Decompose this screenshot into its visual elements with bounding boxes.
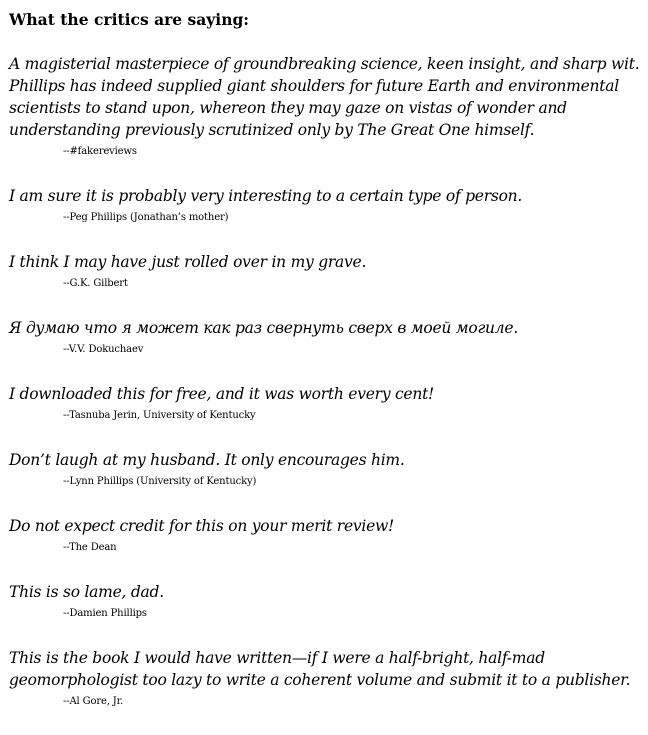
quote-line: understanding previously scrutinized only by The Great One himself.	[9, 121, 535, 139]
review-quote	[9, 185, 645, 207]
review-6	[9, 449, 645, 493]
review-1	[9, 53, 645, 163]
review-quote	[9, 317, 645, 339]
review-attribution: --G.K. Gilbert	[63, 278, 128, 289]
review-3	[9, 251, 645, 295]
quote-line: Phillips has indeed supplied giant shoulders for future Earth and environmental	[9, 77, 619, 95]
review-attribution: --The Dean	[63, 542, 117, 553]
review-4	[9, 317, 645, 361]
quote-line: I downloaded this for free, and it was worth every cent!	[9, 385, 435, 403]
review-attribution: --Al Gore, Jr.	[63, 696, 124, 707]
review-attribution: --Tasnuba Jerin, University of Kentucky	[63, 410, 256, 421]
quote-line: Я думаю что я может как раз свернуть сверх в моей могиле.	[9, 319, 518, 337]
review-2	[9, 185, 645, 229]
review-attribution: --V.V. Dokuchaev	[63, 344, 144, 355]
quote-line: I am sure it is probably very interesting to a certain type of person.	[9, 187, 523, 205]
review-8	[9, 581, 645, 625]
quote-line: I think I may have just rolled over in my grave.	[9, 253, 367, 271]
page-heading: What the critics are saying:	[9, 10, 250, 29]
review-attribution: --Lynn Phillips (University of Kentucky)	[63, 476, 257, 487]
quote-line: geomorphologist too lazy to write a coherent volume and submit it to a publisher.	[9, 671, 631, 689]
review-quote	[9, 53, 645, 141]
review-9	[9, 647, 645, 713]
review-quote	[9, 647, 645, 691]
review-attribution: --Damien Phillips	[63, 608, 147, 619]
document-page	[9, 9, 645, 735]
review-quote	[9, 515, 645, 537]
review-quote	[9, 251, 645, 273]
review-quote	[9, 383, 645, 405]
quote-line: scientists to stand upon, whereon they may gaze on vistas of wonder and	[9, 99, 567, 117]
review-attribution: --#fakereviews	[63, 146, 137, 157]
quote-line: A magisterial masterpiece of groundbreaking science, keen insight, and sharp wit.	[9, 55, 640, 73]
quote-line: This is so lame, dad.	[9, 583, 164, 601]
quote-line: This is the book I would have written—if I were a half-bright, half-mad	[9, 649, 545, 667]
quote-line: Do not expect credit for this on your merit review!	[9, 517, 395, 535]
review-7	[9, 515, 645, 559]
review-5	[9, 383, 645, 427]
review-quote	[9, 581, 645, 603]
quote-line: Don’t laugh at my husband. It only encourages him.	[9, 451, 405, 469]
review-attribution: --Peg Phillips (Jonathan’s mother)	[63, 212, 229, 223]
review-quote	[9, 449, 645, 471]
